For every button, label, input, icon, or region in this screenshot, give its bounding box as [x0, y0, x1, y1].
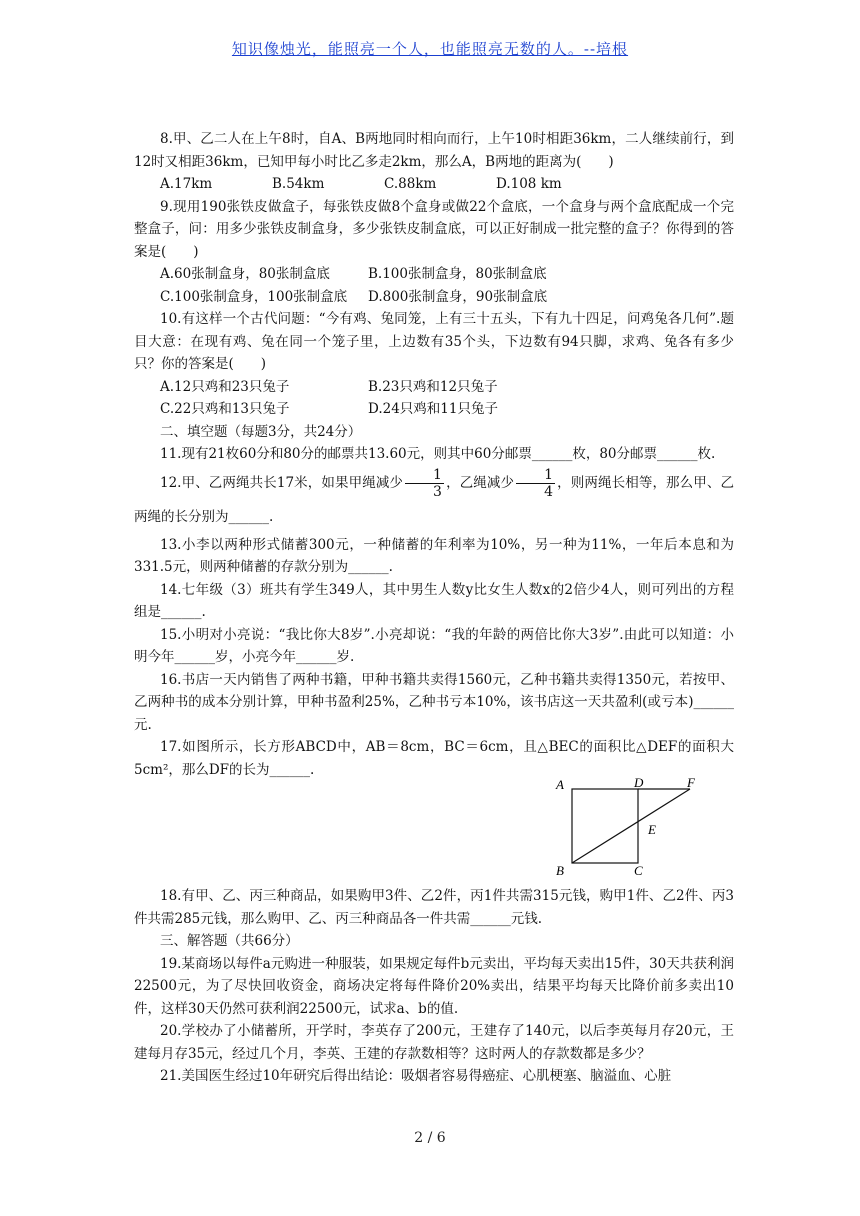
question-9-options-row1	[134, 263, 734, 286]
option-c: C.22只鸡和13只兔子	[160, 401, 290, 417]
label-d: D	[634, 777, 644, 790]
question-10-options-row1	[134, 376, 734, 399]
option-b: B.23只鸡和12只兔子	[368, 378, 498, 395]
question-9-options-row2	[134, 286, 734, 309]
option-d: D.24只鸡和11只兔子	[368, 401, 498, 417]
question-13: 13.小李以两种形式储蓄300元，一种储蓄的年利率为10%，另一种为11%，一年后本息和为331.5元，则两种储蓄的存款分别为______.	[134, 536, 734, 575]
fraction-numerator: 1	[516, 467, 555, 484]
fraction-denominator: 3	[433, 483, 442, 500]
rectangle-abcd	[572, 789, 638, 863]
question-12-part3: ，则两绳长相等，那么甲、乙两绳的长分别为______.	[134, 474, 735, 525]
question-19: 19.某商场以每件a元购进一种服装，如果规定每件b元卖出，平均每天卖出15件，30天共获利润22500元，为了尽快回收资金，商场决定将每件降价20%卖出，结果平均每天比降价前多卖出10件，这样30天仍然可获利润22500元，试求a、b的值.	[134, 955, 734, 1017]
question-9: 9.现用190张铁皮做盒子，每张铁皮做8个盒身或做22个盒底，一个盒身与两个盒底配成一个完整盒子，问：用多少张铁皮制盒身，多少张铁皮制盒底，可以正好制成一批完整的盒子？你得到的答案是( )	[134, 198, 734, 260]
question-8: 8.甲、乙二人在上午8时，自A、B两地同时相向而行，上午10时相距36km，二人继续前行，到12时又相距36km，已知甲每小时比乙多走2km，那么A，B两地的距离为( )	[134, 131, 734, 170]
section-3-heading: 三、解答题（共66分）	[160, 933, 299, 949]
section-2-heading: 二、填空题（每题3分，共24分）	[160, 423, 362, 440]
question-10-options-row2	[134, 398, 734, 421]
label-e: E	[648, 822, 656, 837]
question-11: 11.现有21枚60分和80分的邮票共13.60元，则其中60分邮票______枚，80分邮票______枚.	[160, 446, 716, 462]
question-21: 21.美国医生经过10年研究后得出结论：吸烟者容易得癌症、心肌梗塞、脑溢血、心脏	[160, 1068, 672, 1084]
option-d: D.800张制盒身，90张制盒底	[368, 288, 548, 305]
question-12-part1: 12.甲、乙两绳共长17米，如果甲绳减少	[160, 474, 404, 491]
question-16: 16.书店一天内销售了两种书籍，甲种书籍共卖得1560元，乙种书籍共卖得1350元，若按甲、乙两种书的成本分别计算，甲种书盈利25%，乙种书亏本10%，该书店这一天共盈利(或亏本)______元.	[134, 671, 734, 733]
question-8-options	[134, 173, 734, 196]
page-number: 2 / 6	[414, 1130, 446, 1146]
question-18: 18.有甲、乙、丙三种商品，如果购甲3件、乙2件，丙1件共需315元钱，购甲1件、乙2件、丙3件共需285元钱，那么购甲、乙、丙三种商品各一件共需______元钱.	[134, 888, 734, 927]
option-a: A.12只鸡和23只兔子	[160, 378, 290, 395]
fraction-numerator: 1	[405, 467, 444, 484]
fraction-one-third	[405, 467, 444, 500]
label-c: C	[634, 863, 643, 877]
question-10: 10.有这样一个古代问题：“今有鸡、兔同笼，上有三十五头，下有九十四足，问鸡兔各几何”.题目大意：在现有鸡、兔在同一个笼子里，上边数有35个头，下边数有94只脚，求鸡、兔各有多少只？你的答案是( )	[134, 311, 734, 372]
question-content	[134, 128, 734, 1088]
option-c: C.100张制盒身，100张制盒底	[160, 288, 348, 305]
question-12	[134, 466, 734, 534]
label-b: B	[556, 863, 564, 877]
question-17: 17.如图所示，长方形ABCD中，AB＝8cm，BC＝6cm，且△BEC的面积比△DEF的面积大5cm²，那么DF的长为______.	[134, 739, 734, 778]
question-20: 20.学校办了小储蓄所，开学时，李英存了200元，王建存了140元，以后李英每月存20元，王建每月存35元，经过几个月，李英、王建的存款数相等？这时两人的存款数都是多少？	[134, 1023, 734, 1062]
fraction-one-quarter	[516, 467, 555, 500]
segment-bf	[572, 789, 690, 863]
question-12-part2: ，乙绳减少	[445, 474, 515, 491]
option-b: B.100张制盒身，80张制盒底	[368, 266, 547, 282]
option-d: D.108 km	[496, 176, 562, 192]
question-14: 14.七年级（3）班共有学生349人，其中男生人数y比女生人数x的2倍少4人，则可列出的方程组是______.	[134, 581, 734, 620]
label-a: A	[556, 777, 564, 792]
page-header-quote: 知识像烛光，能照亮一个人，也能照亮无数的人。--培根	[231, 40, 629, 58]
rectangle-diagram	[544, 777, 704, 877]
option-b: B.54km	[272, 176, 325, 192]
option-a: A.60张制盒身，80张制盒底	[160, 266, 330, 282]
question-17-figure	[134, 777, 734, 885]
label-f: F	[687, 777, 695, 790]
fraction-denominator: 4	[544, 483, 554, 500]
option-c: C.88km	[384, 176, 437, 192]
question-15: 15.小明对小亮说：“我比你大8岁”.小亮却说：“我的年龄的两倍比你大3岁”.由此可以知道：小明今年______岁，小亮今年______岁.	[134, 626, 734, 665]
option-a: A.17km	[160, 176, 213, 192]
